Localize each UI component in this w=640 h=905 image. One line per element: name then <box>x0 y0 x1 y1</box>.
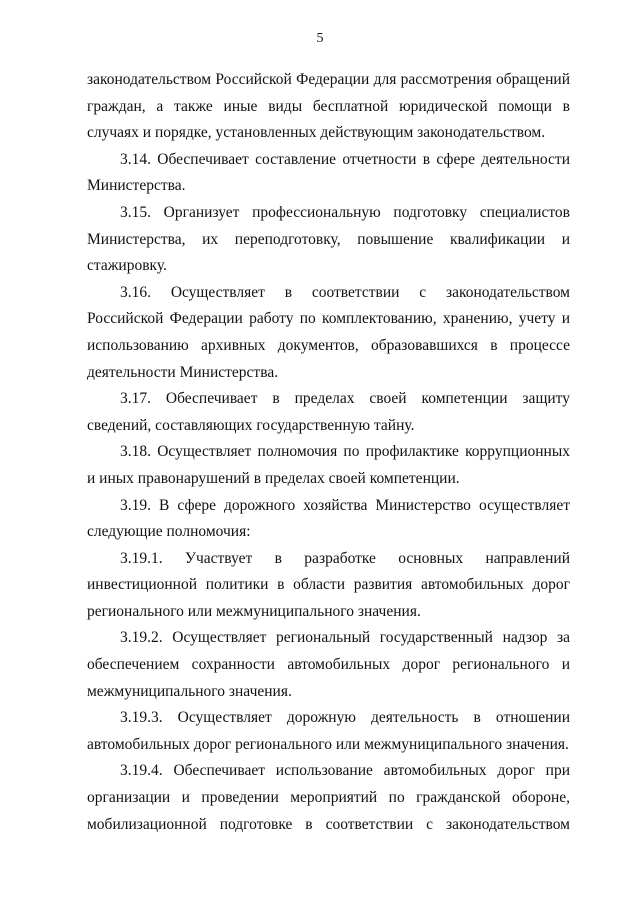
paragraph-3-15: 3.15. Организует профессиональную подготовку специалистов Министерства, их переподготовку, повышение квалификации и стажировку. <box>87 203 570 275</box>
paragraph-3-19-2: 3.19.2. Осуществляет региональный государственный надзор за обеспечением сохранности автомобильных дорог регионального и межмуниципального значения. <box>87 629 570 700</box>
paragraph-3-18: 3.18. Осуществляет полномочия по профилактике коррупционных и иных правонарушений в пределах своей компетенции. <box>87 443 570 487</box>
paragraph-continuation: законодательством Российской Федерации для рассмотрения обращений граждан, а также иные виды бесплатной юридической помощи в случаях и порядке, установленных действующим законодательством. <box>87 71 570 142</box>
document-body <box>87 67 570 838</box>
paragraph-3-17: 3.17. Обеспечивает в пределах своей компетенции защиту сведений, составляющих государственную тайну. <box>87 390 570 434</box>
paragraph-3-14: 3.14. Обеспечивает составление отчетности в сфере деятельности Министерства. <box>87 150 570 195</box>
paragraph-3-19-4: 3.19.4. Обеспечивает использование автомобильных дорог при организации и проведении мероприятий по гражданской обороне, мобилизационной подготовке в соответствии с законодательством <box>87 762 570 833</box>
paragraph-3-16: 3.16. Осуществляет в соответствии с законодательством Российской Федерации работу по комплектованию, хранению, учету и использованию архивных документов, образовавшихся в процессе деятельности Министерства. <box>87 283 570 381</box>
paragraph-3-19-3: 3.19.3. Осуществляет дорожную деятельность в отношении автомобильных дорог регионального или межмуниципального значения. <box>87 709 570 753</box>
paragraph-3-19-1: 3.19.1. Участвует в разработке основных направлений инвестиционной политики в области развития автомобильных дорог регионального или межмуниципального значения. <box>87 549 570 620</box>
page-number: 5 <box>316 31 324 46</box>
paragraph-3-19: 3.19. В сфере дорожного хозяйства Министерство осуществляет следующие полномочия: <box>87 496 570 541</box>
